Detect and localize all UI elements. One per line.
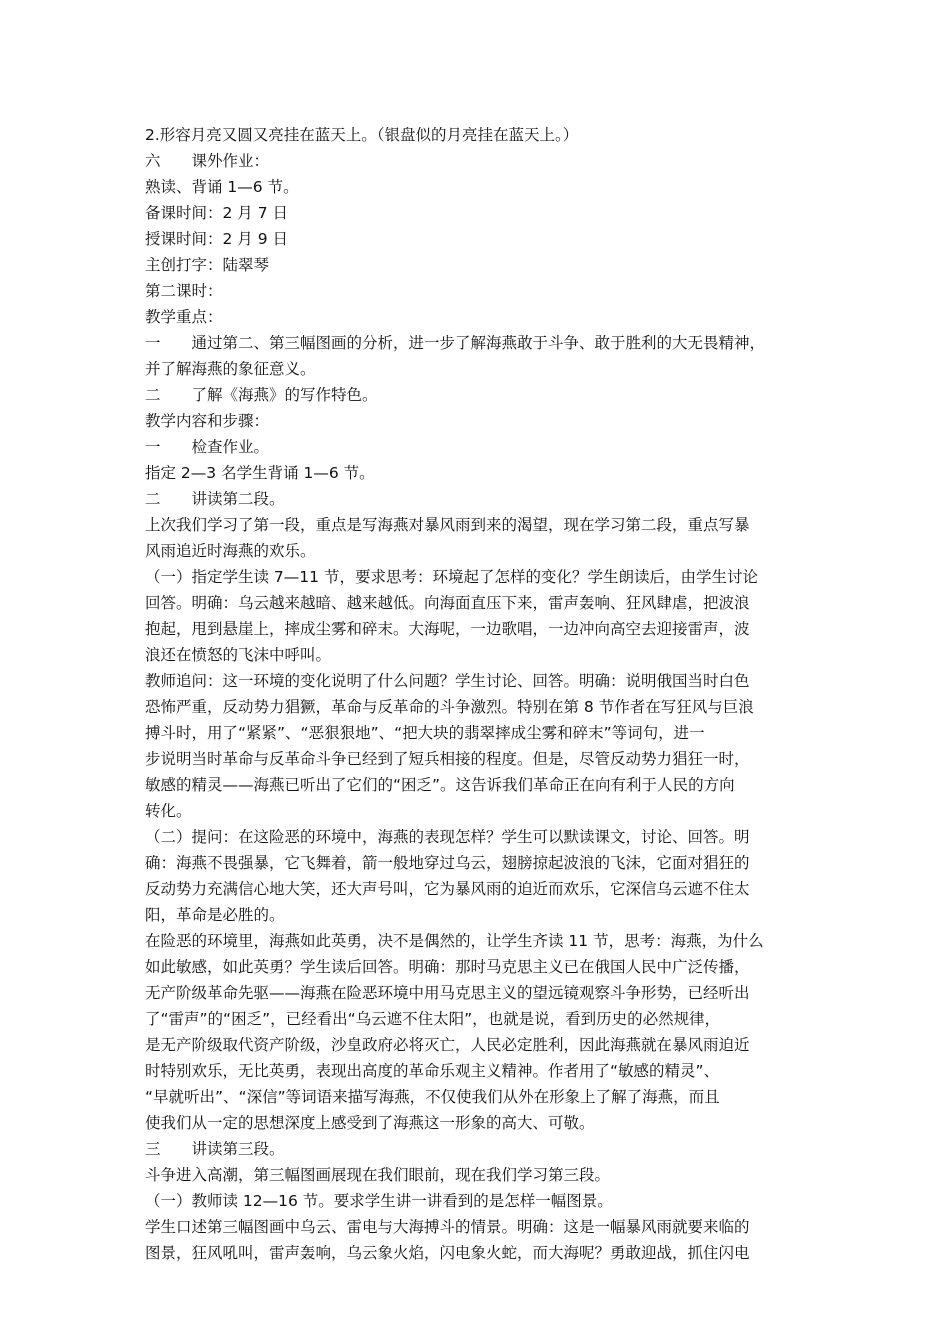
typist: 主创打字：陆翠琴 bbox=[145, 256, 270, 274]
text-line: 搏斗时，用了“紧紧”、“恶狠狠地”、“把大块的翡翠摔成尘雾和碎末”等词句，进一 bbox=[145, 724, 705, 742]
section-heading: 教学重点： bbox=[145, 308, 223, 326]
text-line: 敏感的精灵——海燕已听出了它们的“困乏”。这告诉我们革命正在向有利于人民的方向 bbox=[145, 776, 735, 794]
section-heading: 二 讲读第二段。 bbox=[145, 490, 285, 508]
text-line: 确：海燕不畏强暴，它飞舞着，箭一般地穿过乌云，翅膀掠起波浪的飞沫，它面对猖狂的 bbox=[145, 854, 750, 872]
text-line: 斗争进入高潮，第三幅图画展现在我们眼前，现在我们学习第三段。 bbox=[145, 1166, 611, 1184]
document-page bbox=[145, 122, 813, 1266]
text-line: 阳，革命是必胜的。 bbox=[145, 906, 285, 924]
text-line: 上次我们学习了第一段，重点是写海燕对暴风雨到来的渴望，现在学习第二段，重点写暴 bbox=[145, 516, 750, 534]
section-heading: 一 检查作业。 bbox=[145, 438, 270, 456]
text-line: 风雨追近时海燕的欢乐。 bbox=[145, 542, 316, 560]
text-line: （二）提问：在这险恶的环境中，海燕的表现怎样？学生可以默读课文，讨论、回答。明 bbox=[145, 828, 750, 846]
prep-date: 备课时间：2 月 7 日 bbox=[145, 204, 289, 222]
text-line: 学生口述第三幅图画中乌云、雷电与大海搏斗的情景。明确：这是一幅暴风雨就要来临的 bbox=[145, 1218, 750, 1236]
text-line: 二 了解《海燕》的写作特色。 bbox=[145, 386, 378, 404]
text-line: 恐怖严重，反动势力猖獗，革命与反革命的斗争激烈。特别在第 8 节作者在写狂风与巨浪 bbox=[145, 698, 754, 716]
section-heading: 第二课时： bbox=[145, 282, 223, 300]
text-line: 在险恶的环境里，海燕如此英勇，决不是偶然的，让学生齐读 11 节，思考：海燕，为什么 bbox=[145, 932, 764, 950]
text-line: 了“雷声”的“困乏”，已经看出“乌云遮不住太阳”，也就是说，看到历史的必然规律， bbox=[145, 1010, 721, 1028]
text-line: 指定 2—3 名学生背诵 1—6 节。 bbox=[145, 464, 375, 482]
section-heading: 六 课外作业： bbox=[145, 152, 270, 170]
text-line: 2.形容月亮又圆又亮挂在蓝天上。（银盘似的月亮挂在蓝天上。） bbox=[145, 126, 579, 144]
text-line: 熟读、背诵 1—6 节。 bbox=[145, 178, 299, 196]
section-heading: 教学内容和步骤： bbox=[145, 412, 270, 430]
text-line: 反动势力充满信心地大笑，还大声号叫，它为暴风雨的迫近而欢乐，它深信乌云遮不住太 bbox=[145, 880, 750, 898]
text-line: 教师追问：这一环境的变化说明了什么问题？学生讨论、回答。明确：说明俄国当时白色 bbox=[145, 672, 750, 690]
text-line: 一 通过第二、第三幅图画的分析，进一步了解海燕敢于斗争、敢于胜利的大无畏精神， bbox=[145, 334, 766, 352]
text-line: （一）教师读 12—16 节。要求学生讲一讲看到的是怎样一幅图景。 bbox=[145, 1192, 613, 1210]
text-line: 如此敏感，如此英勇？学生读后回答。明确：那时马克思主义已在俄国人民中广泛传播， bbox=[145, 958, 750, 976]
text-line: 步说明当时革命与反革命斗争已经到了短兵相接的程度。但是，尽管反动势力猖狂一时， bbox=[145, 750, 750, 768]
teaching-date: 授课时间：2 月 9 日 bbox=[145, 230, 289, 248]
text-line: 浪还在愤怒的飞沫中呼叫。 bbox=[145, 646, 332, 664]
text-line: 抱起，甩到悬崖上，摔成尘雾和碎末。大海呢，一边歌唱，一边冲向高空去迎接雷声，波 bbox=[145, 620, 750, 638]
text-line: 无产阶级革命先驱——海燕在险恶环境中用马克思主义的望远镜观察斗争形势，已经听出 bbox=[145, 984, 750, 1002]
text-line: “早就听出”、“深信”等词语来描写海燕，不仅使我们从外在形象上了解了海燕，而且 bbox=[145, 1088, 720, 1106]
text-line: 图景，狂风吼叫，雷声轰响，乌云象火焰，闪电象火蛇，而大海呢？勇敢迎战，抓住闪电 bbox=[145, 1244, 750, 1262]
text-line: 转化。 bbox=[145, 802, 192, 820]
text-line: 使我们从一定的思想深度上感受到了海燕这一形象的高大、可敬。 bbox=[145, 1114, 595, 1132]
section-heading: 三 讲读第三段。 bbox=[145, 1140, 285, 1158]
text-line: 并了解海燕的象征意义。 bbox=[145, 360, 316, 378]
text-line: 时特别欢乐，无比英勇，表现出高度的革命乐观主义精神。作者用了“敏感的精灵”、 bbox=[145, 1062, 720, 1080]
text-line: 回答。明确：乌云越来越暗、越来越低。向海面直压下来，雷声轰响、狂风肆虐，把波浪 bbox=[145, 594, 750, 612]
text-line: 是无产阶级取代资产阶级，沙皇政府必将灭亡，人民必定胜利，因此海燕就在暴风雨迫近 bbox=[145, 1036, 750, 1054]
text-line: （一）指定学生读 7—11 节，要求思考：环境起了怎样的变化？学生朗读后，由学生讨论 bbox=[145, 568, 758, 586]
